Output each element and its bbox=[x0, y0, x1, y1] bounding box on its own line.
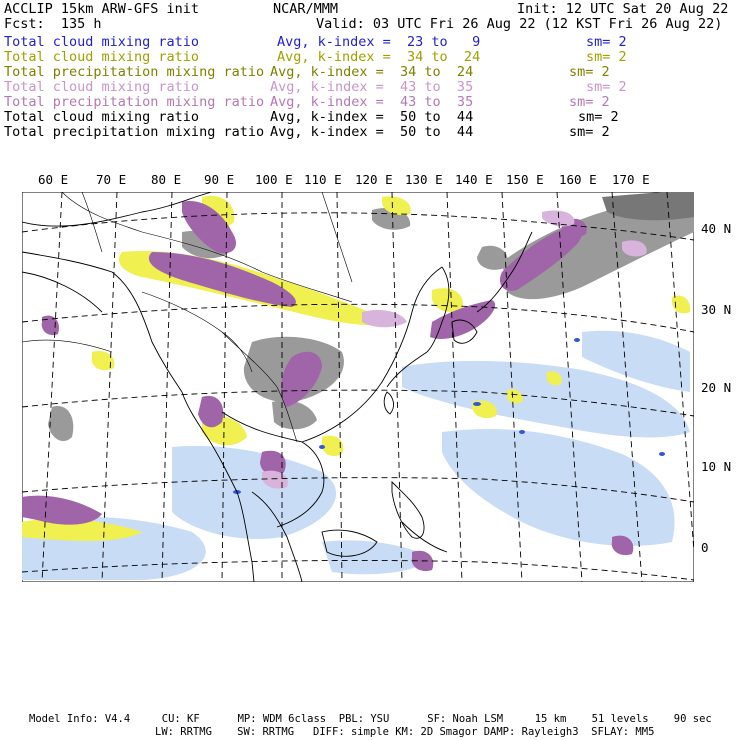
lon-label: 60 E bbox=[38, 172, 69, 187]
model-info-line: Model Info: V4.4 CU: KF MP: WDM 6class PBL: YSU SF: Noah LSM 15 km 51 levels 90 sec bbox=[29, 713, 712, 725]
field-smoothing: sm= 2 bbox=[569, 94, 610, 110]
field-name: Total precipitation mixing ratio bbox=[4, 64, 265, 80]
physics-info-line: LW: RRTMG SW: RRTMG DIFF: simple KM: 2D Smagor DAMP: Rayleigh3 SFLAY: MM5 bbox=[155, 726, 655, 738]
field-name: Total precipitation mixing ratio bbox=[4, 94, 265, 110]
map-panel bbox=[22, 192, 694, 582]
field-smoothing: sm= 2 bbox=[578, 109, 619, 125]
lon-label: 170 E bbox=[612, 172, 650, 187]
field-range: Avg, k-index = 43 to 35 bbox=[270, 79, 474, 95]
lon-label: 160 E bbox=[559, 172, 597, 187]
lon-label: 80 E bbox=[151, 172, 182, 187]
field-range: Avg, k-index = 34 to 24 bbox=[270, 64, 474, 80]
lon-label: 120 E bbox=[355, 172, 393, 187]
field-smoothing: sm= 2 bbox=[569, 64, 610, 80]
lat-label: 20 N bbox=[701, 380, 732, 395]
lat-label: 0 bbox=[701, 540, 709, 555]
lat-label: 30 N bbox=[701, 302, 732, 317]
init-time: Init: 12 UTC Sat 20 Aug 22 bbox=[517, 1, 729, 17]
field-smoothing: sm= 2 bbox=[586, 34, 627, 50]
field-smoothing: sm= 2 bbox=[586, 79, 627, 95]
lon-label: 90 E bbox=[204, 172, 235, 187]
center-label: NCAR/MMM bbox=[273, 1, 339, 17]
lon-label: 70 E bbox=[96, 172, 127, 187]
forecast-hour: Fcst: 135 h bbox=[4, 16, 102, 32]
field-smoothing: sm= 2 bbox=[569, 124, 610, 140]
lat-label: 10 N bbox=[701, 459, 732, 474]
lon-label: 110 E bbox=[304, 172, 342, 187]
valid-time: Valid: 03 UTC Fri 26 Aug 22 (12 KST Fri 26 Aug 22) bbox=[316, 16, 723, 32]
field-name: Total precipitation mixing ratio bbox=[4, 124, 265, 140]
field-range: Avg, k-index = 34 to 24 bbox=[277, 49, 481, 65]
field-name: Total cloud mixing ratio bbox=[4, 109, 200, 125]
field-range: Avg, k-index = 43 to 35 bbox=[270, 94, 474, 110]
lon-label: 100 E bbox=[255, 172, 293, 187]
field-name: Total cloud mixing ratio bbox=[4, 34, 200, 50]
field-name: Total cloud mixing ratio bbox=[4, 49, 200, 65]
lat-label: 40 N bbox=[701, 221, 732, 236]
field-name: Total cloud mixing ratio bbox=[4, 79, 200, 95]
field-range: Avg, k-index = 50 to 44 bbox=[270, 109, 474, 125]
field-range: Avg, k-index = 23 to 9 bbox=[277, 34, 481, 50]
lon-label: 150 E bbox=[506, 172, 544, 187]
lon-label: 130 E bbox=[405, 172, 443, 187]
model-title: ACCLIP 15km ARW-GFS init bbox=[4, 1, 200, 17]
field-smoothing: sm= 2 bbox=[586, 49, 627, 65]
field-range: Avg, k-index = 50 to 44 bbox=[270, 124, 474, 140]
lon-label: 140 E bbox=[455, 172, 493, 187]
